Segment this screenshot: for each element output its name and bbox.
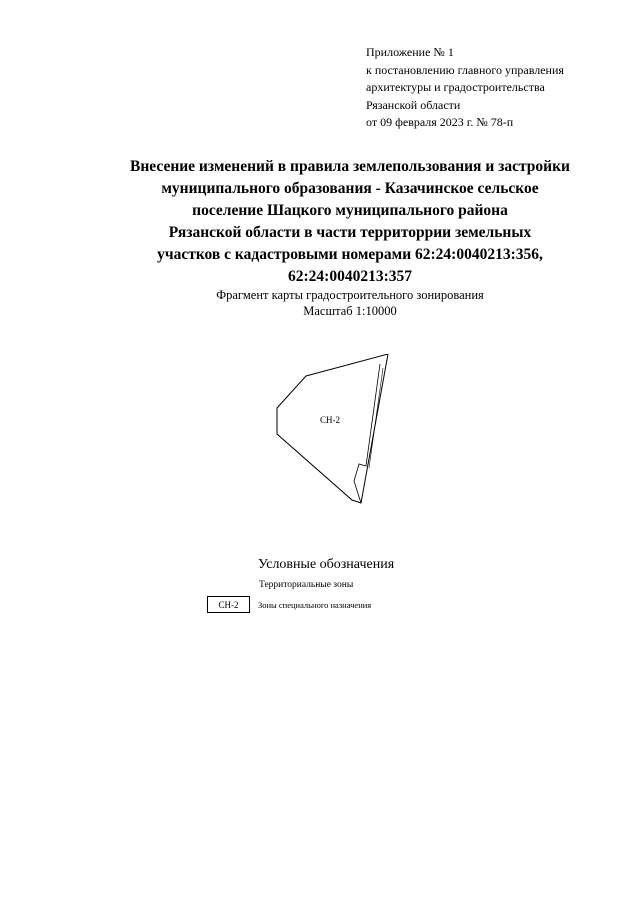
zoning-map-fragment: [270, 354, 400, 514]
title-line: Рязанской области в части территоррии земельных: [168, 224, 532, 241]
appendix-line: от 09 февраля 2023 г. № 78-п: [366, 115, 514, 129]
document-title: [60, 156, 640, 288]
legend-section: Территориальные зоны: [259, 580, 354, 590]
zone-label: СН-2: [320, 415, 340, 425]
appendix-header: [366, 44, 564, 132]
title-line: поселение Шацкого муниципального района: [192, 202, 508, 219]
appendix-line: Рязанской области: [366, 97, 461, 112]
appendix-line: архитектуры и градостроительства: [366, 80, 545, 94]
appendix-line: Приложение № 1: [366, 45, 454, 59]
parcel-boundary-line: [354, 364, 380, 503]
legend-zone-swatch: СН-2: [207, 596, 250, 613]
title-line: Внесение изменений в правила землепользования и застройки: [130, 158, 570, 175]
appendix-line: к постановлению главного управления: [366, 62, 564, 77]
scale-label: Масштаб 1:10000: [303, 304, 397, 318]
title-line: 62:24:0040213:357: [288, 268, 412, 285]
legend-zone-description: Зоны специального назначения: [258, 600, 372, 610]
parcel-boundary-line: [369, 368, 383, 468]
map-caption: [60, 287, 640, 319]
fragment-label: Фрагмент карты градостроительного зонирования: [216, 288, 484, 302]
legend-title: Условные обозначения: [258, 557, 395, 572]
title-line: участков с кадастровыми номерами 62:24:0040213:356,: [157, 246, 543, 263]
title-line: муниципального образования - Казачинское сельское: [161, 180, 539, 197]
